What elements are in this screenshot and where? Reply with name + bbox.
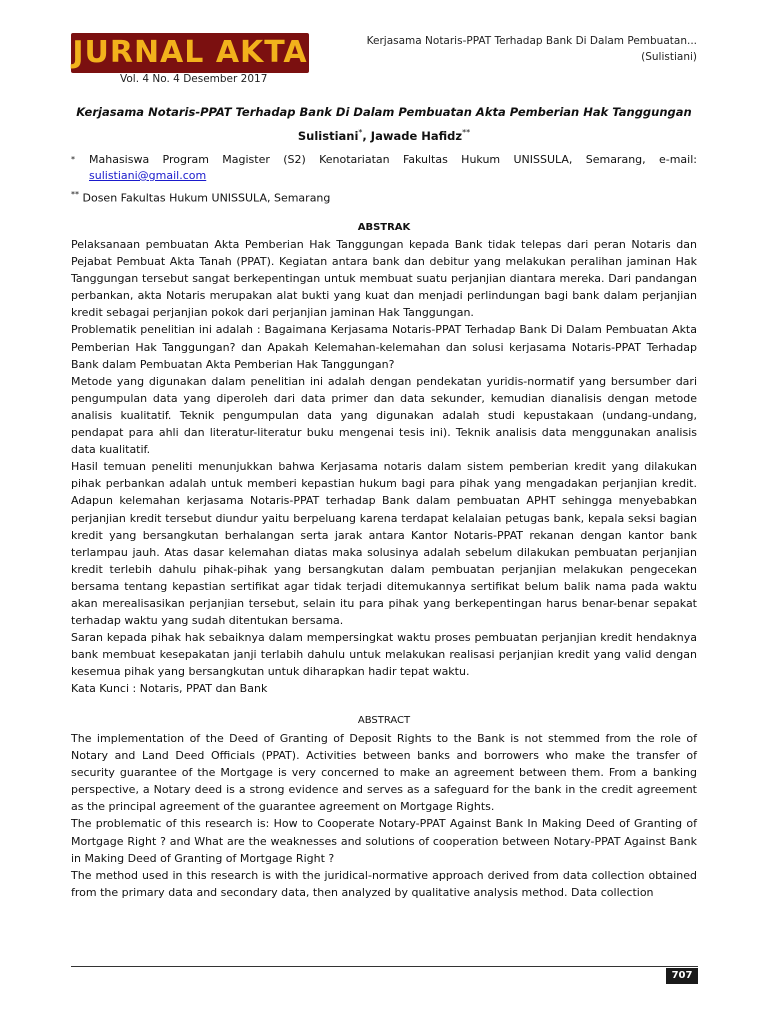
footer-rule: [71, 966, 698, 967]
author-mark: **: [462, 128, 471, 137]
abstrak-heading: ABSTRAK: [357, 222, 411, 233]
running-title-line1: Kerjasama Notaris-PPAT Terhadap Bank Di Dalam Pembuatan...: [366, 35, 697, 47]
abstract-paragraph: The implementation of the Deed of Granting of Deposit Rights to the Bank is not stemmed from the role of Notary and Land Deed Officials (PPAT). Activities between banks and borrowers who make the transfer of security guarantee of the Mortgage is very concerned to make an agreement between them. From a banking perspective, a Notary deed is a strong evidence and serves as a safeguard for the bank in the credit agreement as the principal agreement of the guarantee agreement on Mortgage Rights.: [71, 732, 697, 814]
author-separator: ,: [362, 128, 371, 143]
running-title-line2: (Sulistiani): [641, 51, 697, 63]
abstrak-paragraph: Saran kepada pihak hak sebaiknya dalam mempersingkat waktu proses pembuatan perjanjian kredit hendaknya bank membuat kesepakatan janji terlabih dahulu untuk melakukan realisasi perjanjian kredit yang valid dengan kesemua pihak yang bersangkutan untuk diharapkan hadir tepat waktu.: [71, 631, 697, 679]
journal-logo-text: JURNAL AKTA: [72, 35, 308, 70]
page-number: 707: [666, 968, 698, 984]
author-line: [71, 128, 697, 143]
keywords: Kata Kunci : Notaris, PPAT dan Bank: [71, 682, 268, 696]
abstract-paragraph: The problematic of this research is: How to Cooperate Notary-PPAT Against Bank In Making Deed of Granting of Mortgage Right ? and What are the weaknesses and solutions of cooperation between Notary-PPAT Against Bank in Making Deed of Granting of Mortgage Right ?: [71, 817, 697, 865]
abstrak-paragraph: Pelaksanaan pembuatan Akta Pemberian Hak Tanggungan kepada Bank tidak telepas dari peran Notaris dan Pejabat Pembuat Akta Tanah (PPAT). Kegiatan antara bank dan debitur yang melakukan peralihan jaminan Hak Tanggungan tersebut sangat berkepentingan untuk membuat suatu perjanjian diantara mereka. Dari pandangan perbankan, akta Notaris merupakan alat bukti yang kuat dan menjadi perlindungan bagi bank dalam perjanjian kredit sebagai perjanjian pokok dari perjanjian jaminan Hak Tanggungan.: [71, 238, 697, 320]
running-head: [337, 33, 697, 65]
abstrak-paragraph: Problematik penelitian ini adalah : Bagaimana Kerjasama Notaris-PPAT Terhadap Bank Di Dalam Pembuatan Akta Pemberian Hak Tanggungan? dan Apakah Kelemahan-kelemahan dan solusi kerjasama Notaris-PPAT Terhadap Bank dalam Pembuatan Akta Pemberian Hak Tanggungan?: [71, 323, 697, 371]
abstrak-paragraph: Hasil temuan peneliti menunjukkan bahwa Kerjasama notaris dalam sistem pemberian kredit yang dilakukan pihak perbankan adalah untuk memberi kepastian hukum bagi para pihak yang mengadakan perjanjian kredit. Adapun kelemahan kerjasama Notaris-PPAT terhadap Bank dalam pembuatan APHT sehingga menyebabkan perjanjian kredit tersebut diundur yaitu berpeluang karena terdapat kelalaian petugas bank, kepala seksi bagian kredit yang bersangkutan berhalangan serta jarak antara Kantor Notaris-PPAT rekanan dengan kantor bank terlampau jauh. Atas dasar kelemahan diatas maka solusinya adalah sebelum dilakukan pembuatan perjanjian kredit terlebih dahulu pihak-pihak yang bersangkutan dalam pembuatan perjanjian melakukan pengecekan bersama tentang kepastian sertifikat agar tidak terjadi ditemukannya sertifikat belum balik nama pada waktu akan merealisasikan perjanjian tersebut, selain itu para pihak yang berkepentingan harus benar-benar sepakat terhadap waktu yang sudah ditentukan bersama.: [71, 460, 697, 628]
affiliation-mark: **: [71, 190, 79, 199]
article-title: Kerjasama Notaris-PPAT Terhadap Bank Di Dalam Pembuatan Akta Pemberian Hak Tanggungan: [76, 105, 692, 119]
author-name: Sulistiani: [297, 128, 359, 143]
journal-logo: [71, 33, 309, 73]
abstract-paragraph: The method used in this research is with the juridical-normative approach derived from data collection obtained from the primary data and secondary data, then analyzed by qualitative analysis method. Data collection: [71, 868, 697, 899]
affiliation-1: [71, 152, 697, 184]
abstrak-paragraph: Metode yang digunakan dalam penelitian ini adalah dengan pendekatan yuridis-normatif yang bersumber dari pengumpulan data yang diperoleh dari data primer dan data sekunder, kemudian dianalisis dengan metode analisis kualitatif. Teknik pengumpulan data yang digunakan adalah studi kepustakaan (undang-undang, pendapat para ahli dan literatur-literatur buku mengenai tesis ini). Teknik analisis data menggunakan analisis data kualitatif.: [71, 374, 697, 457]
author-name: Jawade Hafidz: [370, 128, 463, 143]
affiliation-2-text: Dosen Fakultas Hukum UNISSULA, Semarang: [79, 191, 331, 205]
abstrak-body: [71, 236, 697, 698]
volume-info: Vol. 4 No. 4 Desember 2017: [120, 73, 268, 85]
affiliation-2: [71, 187, 697, 207]
author-email-link[interactable]: sulistiani@gmail.com: [89, 169, 207, 182]
abstract-body: [71, 730, 697, 901]
affiliation-1-text: Mahasiswa Program Magister (S2) Kenotariatan Fakultas Hukum UNISSULA, Semarang, e-mail:: [89, 153, 697, 166]
abstract-heading: ABSTRACT: [357, 715, 411, 726]
affiliation-mark: *: [71, 155, 75, 164]
author-mark: *: [358, 128, 363, 137]
